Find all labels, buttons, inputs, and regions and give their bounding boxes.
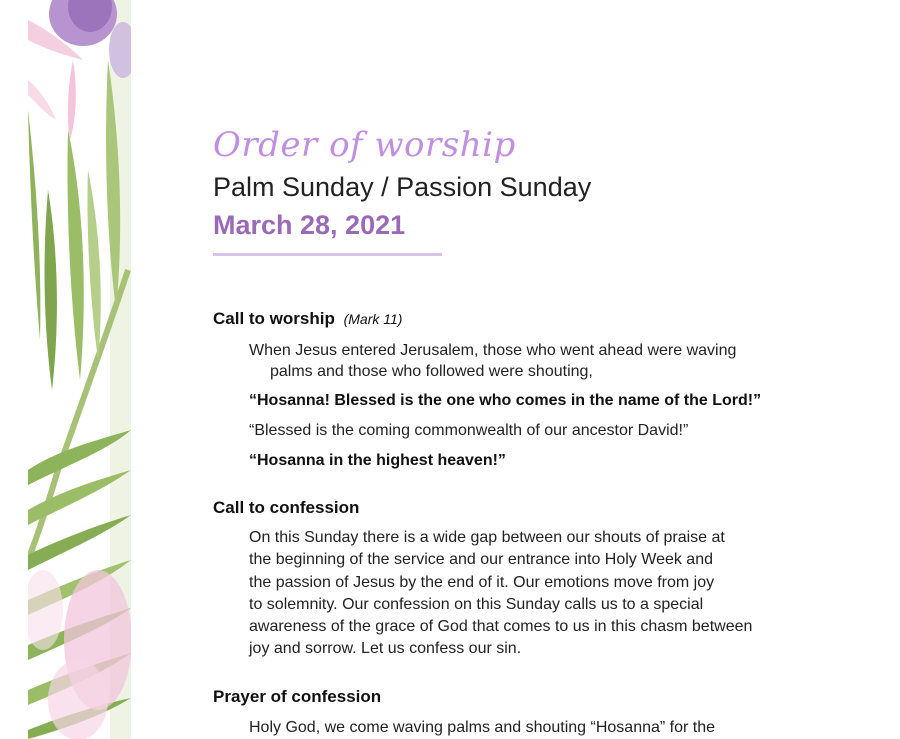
confession-line: joy and sorrow. Let us confess our sin.	[249, 640, 522, 658]
prayer-line: Holy God, we come waving palms and shouting “Hosanna” for the	[249, 719, 716, 736]
call-to-confession-text	[249, 527, 769, 661]
worship-line: When Jesus entered Jerusalem, those who went ahead were waving	[249, 342, 737, 359]
call-to-confession-heading: Call to confession	[213, 498, 360, 517]
confession-line: the beginning of the service and our entrance into Holy Week and	[249, 551, 713, 569]
call-to-worship-heading	[213, 309, 402, 329]
worship-line: palms and those who followed were shouting,	[270, 363, 593, 380]
worship-response: “Hosanna! Blessed is the one who comes in the name of the Lord!”	[249, 392, 762, 409]
confession-line: On this Sunday there is a wide gap between our shouts of praise at	[249, 529, 725, 546]
prayer-of-confession-heading: Prayer of confession	[213, 687, 382, 706]
call-to-worship-reference: (Mark 11)	[343, 311, 403, 327]
worship-line: “Blessed is the coming commonwealth of our ancestor David!”	[249, 422, 689, 439]
confession-line: the passion of Jesus by the end of it. Our emotions move from joy	[249, 573, 715, 591]
confession-line: awareness of the grace of God that comes to us in this chasm between	[249, 618, 753, 636]
service-subtitle: Palm Sunday / Passion Sunday	[213, 172, 592, 202]
worship-response: “Hosanna in the highest heaven!”	[249, 452, 506, 469]
call-to-worship-title: Call to worship	[213, 309, 335, 328]
confession-line: to solemnity. Our confession on this Sunday calls us to a special	[249, 595, 704, 613]
title-divider	[213, 253, 442, 256]
script-title: Order of worship	[213, 125, 516, 165]
palm-leaf-decoration	[28, 0, 131, 739]
service-date: March 28, 2021	[213, 210, 406, 240]
palm-leaf-icon	[28, 0, 131, 739]
